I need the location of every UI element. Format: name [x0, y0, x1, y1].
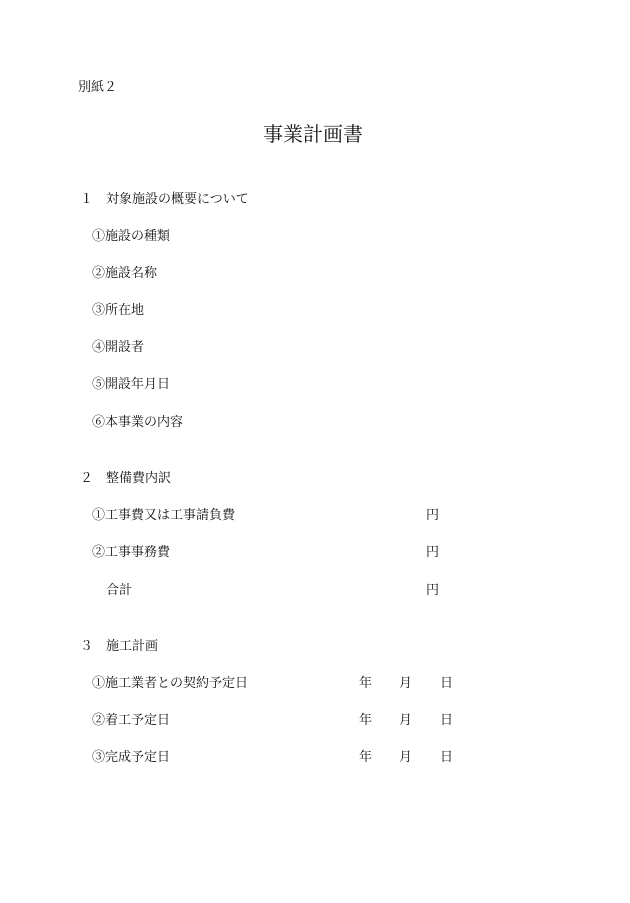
- day-label: 日: [440, 713, 454, 728]
- cost-row-label: ②工事事務費: [92, 545, 171, 560]
- cost-row-unit: 円: [426, 545, 440, 560]
- cost-row-unit: 円: [426, 508, 440, 523]
- section1-item: ⑤開設年月日: [92, 377, 171, 392]
- section1-item: ①施設の種類: [92, 229, 171, 244]
- month-label: 月: [399, 676, 413, 691]
- attachment-label: 別紙２: [78, 80, 118, 95]
- total-label: 合計: [106, 583, 133, 598]
- section1-number: １: [80, 192, 94, 207]
- section1-item: ③所在地: [92, 303, 145, 318]
- month-label: 月: [399, 750, 413, 765]
- schedule-row-label: ②着工予定日: [92, 713, 171, 728]
- section3-number: ３: [80, 639, 94, 654]
- month-label: 月: [399, 713, 413, 728]
- day-label: 日: [440, 676, 454, 691]
- year-label: 年: [359, 676, 373, 691]
- total-unit: 円: [426, 583, 440, 598]
- section1-heading: 対象施設の概要について: [106, 192, 249, 207]
- day-label: 日: [440, 750, 454, 765]
- section1-item: ④開設者: [92, 340, 145, 355]
- section1-item: ⑥本事業の内容: [92, 415, 184, 430]
- schedule-row-label: ①施工業者との契約予定日: [92, 676, 249, 691]
- page-title: 事業計画書: [263, 122, 363, 146]
- year-label: 年: [359, 750, 373, 765]
- section1-item: ②施設名称: [92, 266, 158, 281]
- year-label: 年: [359, 713, 373, 728]
- section2-heading: 整備費内訳: [106, 471, 172, 486]
- section2-number: ２: [80, 471, 94, 486]
- schedule-row-label: ③完成予定日: [92, 750, 171, 765]
- cost-row-label: ①工事費又は工事請負費: [92, 508, 236, 523]
- section3-heading: 施工計画: [106, 639, 159, 654]
